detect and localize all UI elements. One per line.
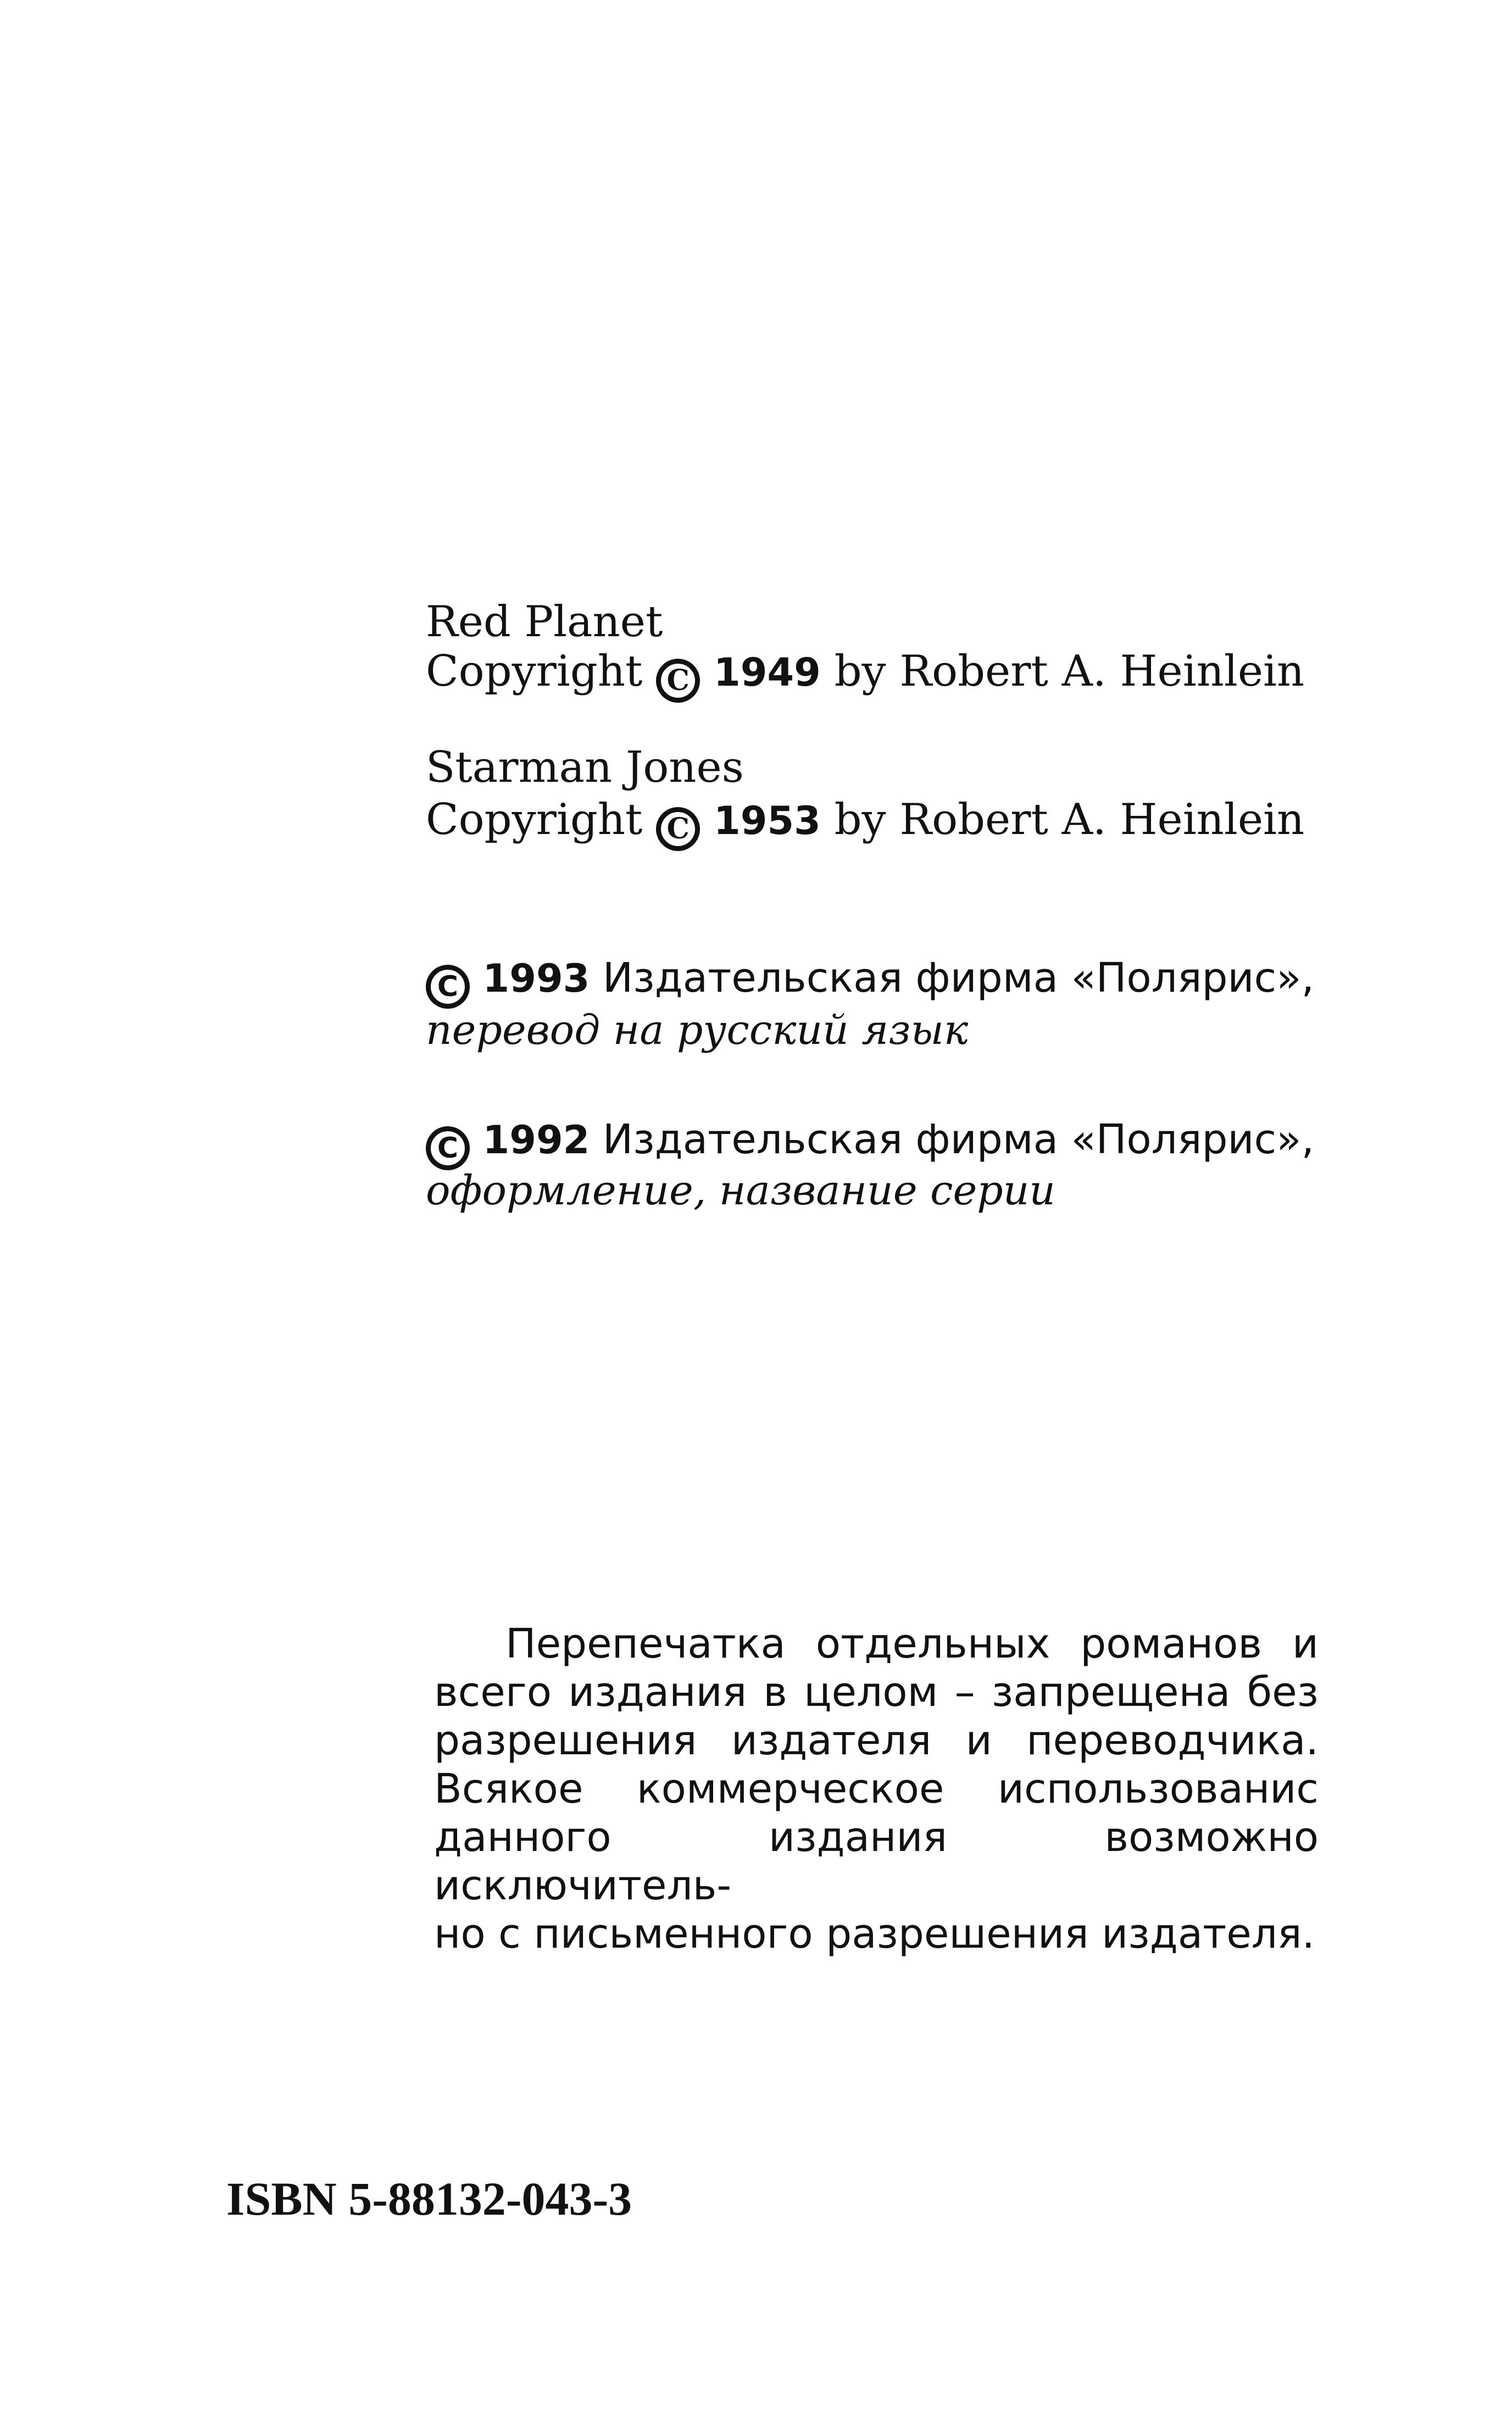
copyright-symbol-icon: C — [426, 965, 470, 1009]
reprint-notice — [434, 1620, 1319, 1958]
copyright-line-1 — [426, 647, 1305, 703]
notice-line: разрешения издателя и переводчика. — [434, 1717, 1319, 1764]
book-title-1: Red Planet — [426, 597, 663, 647]
copyright-year: 1953 — [713, 798, 821, 843]
ru-copyright-2 — [426, 1116, 1314, 1170]
copyright-symbol-icon: C — [656, 807, 700, 851]
publisher-name: Издательская фирма «Полярис», — [602, 1116, 1314, 1163]
copyright-word: Copyright — [426, 647, 643, 696]
notice-line: Перепечатка отдельных романов и — [505, 1620, 1319, 1667]
copyright-holder: by Robert A. Heinlein — [834, 647, 1305, 696]
book-title-2: Starman Jones — [426, 743, 744, 792]
notice-line: данного издания возможно исключитель- — [434, 1814, 1319, 1909]
copyright-symbol-icon: C — [656, 659, 700, 703]
ru-copyright-1 — [426, 954, 1314, 1009]
isbn: ISBN 5-88132-043-3 — [226, 2172, 632, 2225]
notice-line: всего издания в целом – запрещена без — [434, 1669, 1319, 1716]
copyright-year: 1992 — [482, 1118, 590, 1163]
notice-line: но с письменного разрешения издателя. — [434, 1910, 1315, 1958]
copyright-year: 1949 — [713, 650, 821, 695]
ru-copyright-1-scope: перевод на русский язык — [426, 1007, 969, 1054]
copyright-year: 1993 — [482, 956, 590, 1001]
ru-copyright-2-scope: оформление, название серии — [426, 1167, 1055, 1214]
publisher-name: Издательская фирма «Полярис», — [602, 954, 1314, 1002]
copyright-line-2 — [426, 795, 1305, 851]
notice-line: Всякое коммерческое использованис — [434, 1765, 1319, 1813]
copyright-holder: by Robert A. Heinlein — [834, 795, 1305, 844]
copyright-symbol-icon: C — [426, 1126, 470, 1170]
copyright-word: Copyright — [426, 795, 643, 844]
